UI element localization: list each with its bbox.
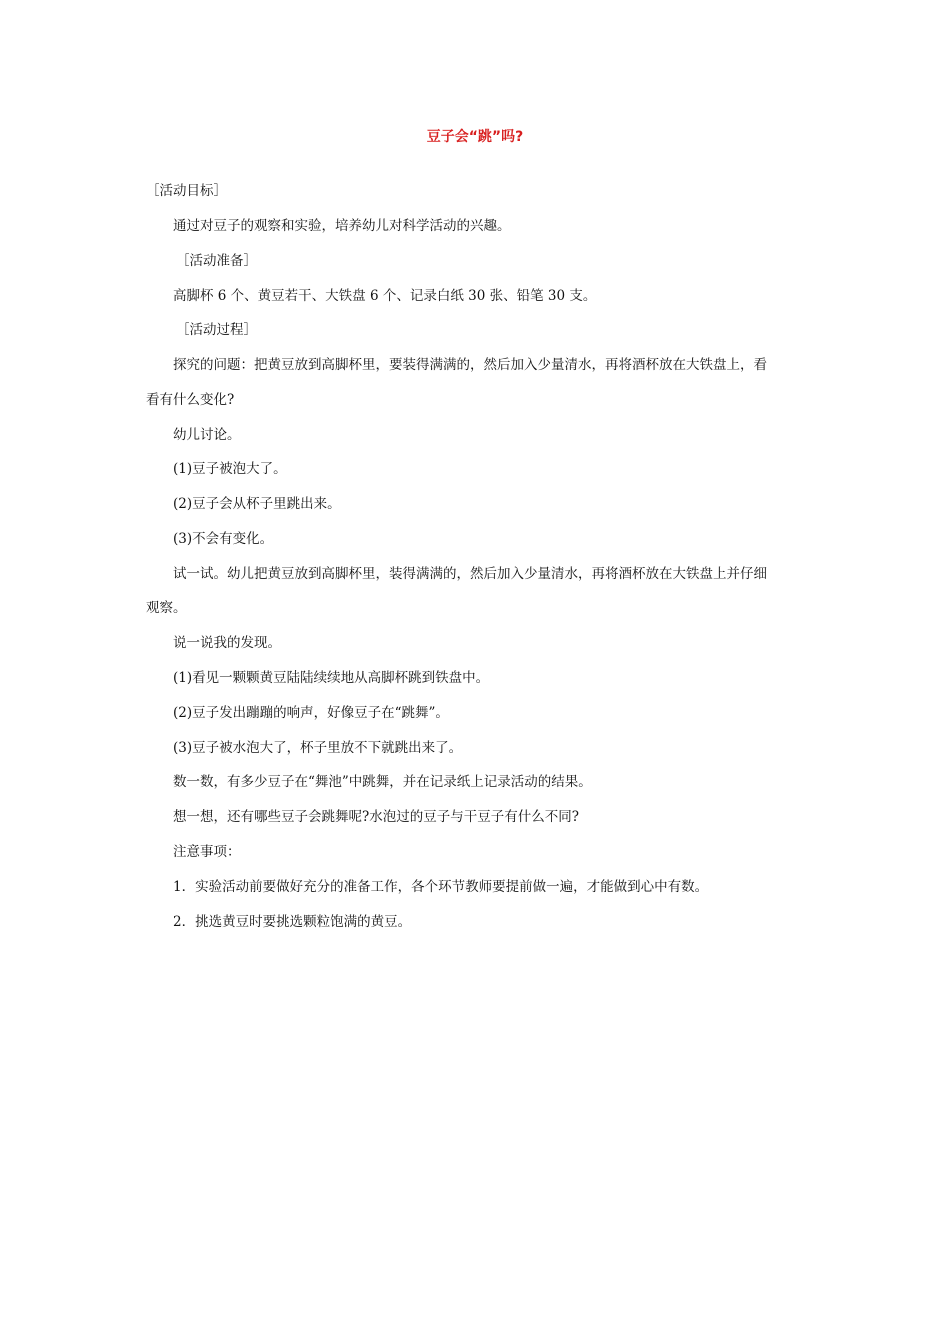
section-heading-preparation: ［活动准备］ [176,253,257,269]
paragraph-count: 数一数，有多少豆子在“舞池”中跳舞，并在记录纸上记录活动的结果。 [173,774,592,790]
paragraph-question-line1: 探究的问题：把黄豆放到高脚杯里，要装得满满的，然后加入少量清水，再将酒杯放在大铁盘上，看 [173,357,767,373]
paragraph-goal: 通过对豆子的观察和实验，培养幼儿对科学活动的兴趣。 [173,218,511,234]
section-heading-goal: ［活动目标］ [146,183,227,199]
paragraph-materials: 高脚杯 6 个、黄豆若干、大铁盘 6 个、记录白纸 30 张、铅笔 30 支。 [173,288,597,304]
paragraph-notes-heading: 注意事项： [173,844,241,860]
paragraph-try-line1: 试一试。幼儿把黄豆放到高脚杯里，装得满满的，然后加入少量清水，再将酒杯放在大铁盘上并仔细 [173,566,767,582]
paragraph-think: 想一想，还有哪些豆子会跳舞呢?水泡过的豆子与干豆子有什么不同? [173,809,579,825]
note-item: 2．挑选黄豆时要挑选颗粒饱满的黄豆。 [173,914,412,930]
paragraph-discussion: 幼儿讨论。 [173,427,241,443]
list-item: (2)豆子会从杯子里跳出来。 [173,496,341,512]
list-item: (1)看见一颗颗黄豆陆陆续续地从高脚杯跳到铁盘中。 [173,670,490,686]
document-title: 豆子会“跳”吗? [426,129,524,145]
note-item: 1．实验活动前要做好充分的准备工作，各个环节教师要提前做一遍，才能做到心中有数。 [173,879,709,895]
list-item: (3)豆子被水泡大了，杯子里放不下就跳出来了。 [173,740,463,756]
list-item: (3)不会有变化。 [173,531,274,547]
paragraph-try-line2: 观察。 [146,600,187,616]
section-heading-process: ［活动过程］ [176,322,257,338]
paragraph-findings: 说一说我的发现。 [173,635,281,651]
list-item: (1)豆子被泡大了。 [173,461,287,477]
list-item: (2)豆子发出蹦蹦的响声，好像豆子在“跳舞”。 [173,705,449,721]
paragraph-question-line2: 看有什么变化? [146,392,235,408]
